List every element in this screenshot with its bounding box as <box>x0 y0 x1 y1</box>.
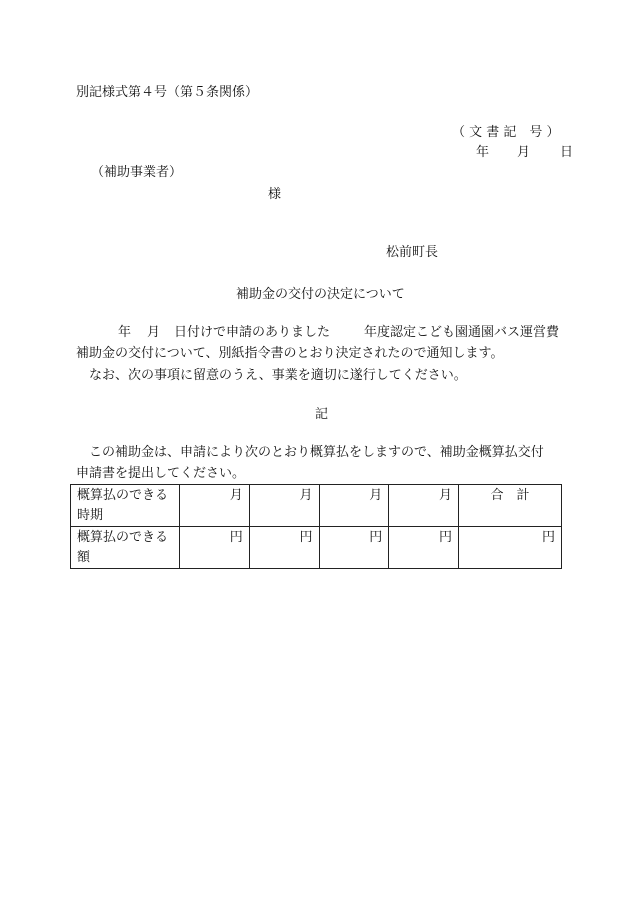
timing-cell: 月 <box>389 485 459 527</box>
amount-cell: 円 <box>319 527 389 569</box>
document-number-label: （ 文 書 記 号 ） <box>452 125 560 140</box>
body-fiscal-phrase: 年度認定こども園通園バス運営費 <box>364 325 560 340</box>
body-line-3: なお、次の事項に留意のうえ、事業を適切に遂行してください。 <box>89 368 467 383</box>
timing-cell: 月 <box>319 485 389 527</box>
form-label: 別記様式第４号（第５条関係） <box>76 85 259 100</box>
timing-cell: 月 <box>249 485 319 527</box>
total-amount-cell: 円 <box>459 527 562 569</box>
row-header-amount: 概算払のできる額 <box>71 527 180 569</box>
body-line-2: 補助金の交付について、別紙指令書のとおり決定されたので通知します。 <box>76 346 504 361</box>
table-row <box>71 527 562 569</box>
issuer-name: 松前町長 <box>386 245 439 260</box>
amount-cell: 円 <box>180 527 250 569</box>
recipient-label: （補助事業者） <box>91 165 183 180</box>
amount-cell: 円 <box>249 527 319 569</box>
recipient-honorific: 様 <box>268 187 282 202</box>
note-line-1: この補助金は、申請により次のとおり概算払をしますので、補助金概算払交付 <box>89 445 544 460</box>
payment-schedule-table <box>70 484 562 569</box>
row-header-timing: 概算払のできる時期 <box>71 485 180 527</box>
total-header: 合 計 <box>459 485 562 527</box>
table-row <box>71 485 562 527</box>
amount-cell: 円 <box>389 527 459 569</box>
date-year-label: 年 <box>476 145 490 160</box>
body-year: 年 <box>118 325 132 340</box>
date-month-label: 月 <box>517 145 531 160</box>
note-line-2: 申請書を提出してください。 <box>76 466 246 481</box>
body-date-phrase: 日付けで申請のありました <box>174 325 331 340</box>
ki-heading: 記 <box>315 407 329 422</box>
date-day-label: 日 <box>560 145 574 160</box>
body-month: 月 <box>147 325 161 340</box>
timing-cell: 月 <box>180 485 250 527</box>
document-title: 補助金の交付の決定について <box>236 287 405 302</box>
